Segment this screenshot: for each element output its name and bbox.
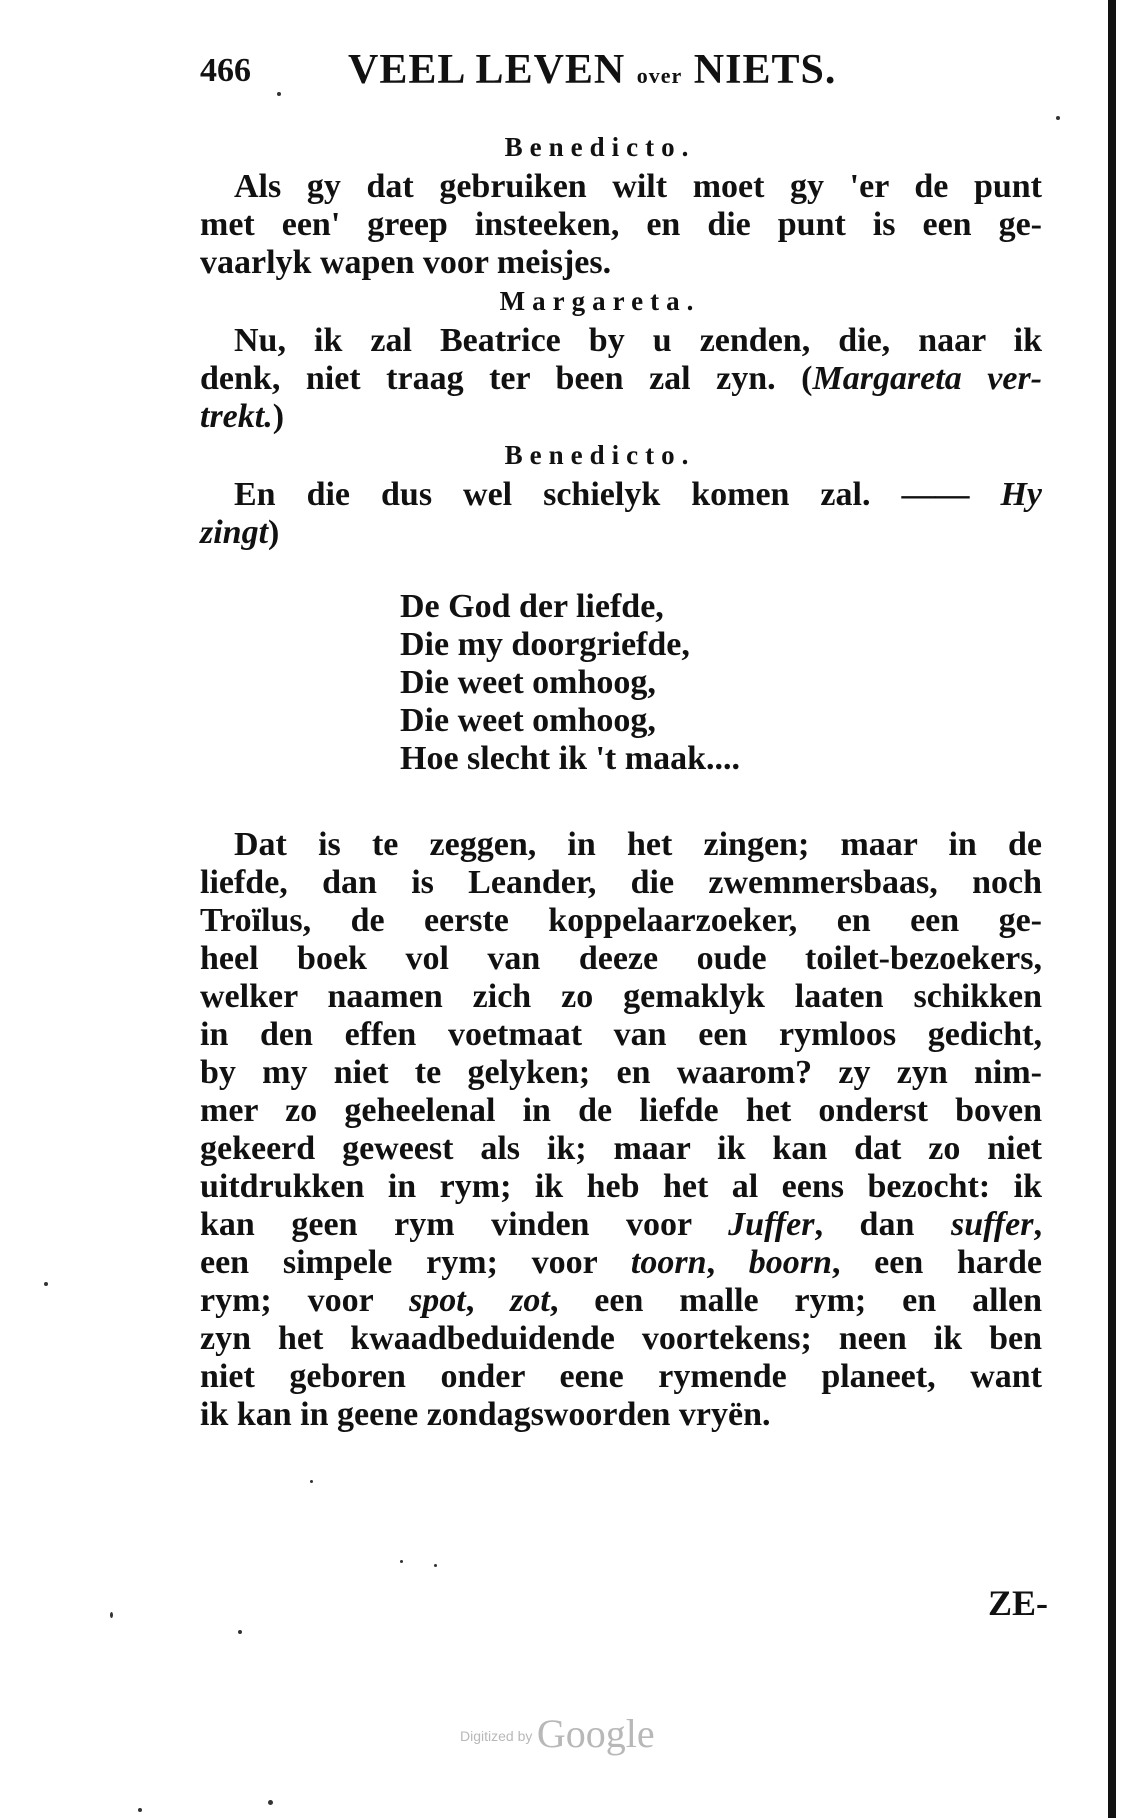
digitized-label: Digitized by <box>460 1728 533 1744</box>
scan-speck <box>238 1630 242 1634</box>
google-logo: Google <box>536 1711 655 1756</box>
scan-speck <box>268 1800 273 1805</box>
text-line: zyn het kwaadbeduidende voortekens; neen ik ben <box>200 1320 1042 1357</box>
verse-line: Die weet omhoog, <box>400 664 656 701</box>
text-line: denk, niet traag ter been zal zyn. (Margareta ver- <box>200 360 1043 397</box>
song-verse <box>400 588 860 778</box>
rhyme-word: suffer <box>951 1206 1034 1243</box>
verse-line: Die my doorgriefde, <box>400 626 690 663</box>
verse-line: Hoe slecht ik 't maak.... <box>400 740 740 777</box>
text-line: liefde, dan is Leander, die zwemmersbaas, noch <box>200 864 1042 901</box>
scan-speck <box>44 1282 48 1286</box>
rhyme-word: toorn <box>630 1244 707 1281</box>
text-line: Dat is te zeggen, in het zingen; maar in de <box>234 826 1042 863</box>
text-line: Troïlus, de eerste koppelaarzoeker, en een ge- <box>200 902 1042 939</box>
scan-speck <box>1056 116 1060 120</box>
verse-line: Die weet omhoog, <box>400 702 656 739</box>
scan-speck <box>110 1612 113 1618</box>
catchword: ZE- <box>988 1583 1049 1623</box>
text-line: Nu, ik zal Beatrice by u zenden, die, naar ik <box>234 322 1042 359</box>
text-line: Als gy dat gebruiken wilt moet gy 'er de punt <box>234 168 1042 205</box>
text-line: in den effen voetmaat van een rymloos gedicht, <box>200 1016 1042 1053</box>
running-header <box>200 46 960 106</box>
rhyme-word: Juffer <box>728 1206 815 1243</box>
speaker-benedicto-2: Benedicto. <box>504 440 696 470</box>
speaker-benedicto-1: Benedicto. <box>504 132 696 162</box>
paragraph-3 <box>200 476 1042 552</box>
scan-speck <box>400 1560 403 1563</box>
text-line: rym; voor spot, zot, een malle rym; en allen <box>200 1282 1042 1319</box>
text-line: trekt.) <box>200 398 285 435</box>
text-line: uitdrukken in rym; ik heb het al eens bezocht: ik <box>200 1168 1042 1205</box>
scan-speck <box>310 1480 313 1483</box>
text-line: by my niet te gelyken; en waarom? zy zyn nim- <box>200 1054 1042 1091</box>
stage-direction: trekt. <box>200 398 273 435</box>
scan-speck <box>277 92 281 96</box>
text-line: vaarlyk wapen voor meisjes. <box>200 244 612 281</box>
text-line: niet geboren onder eene rymende planeet, want <box>200 1358 1042 1395</box>
digitized-watermark <box>460 1710 655 1757</box>
text-line: heel boek vol van deeze oude toilet-bezoekers, <box>200 940 1042 977</box>
stage-direction: Hy <box>1000 476 1042 513</box>
text-line: kan geen rym vinden voor Juffer, dan suffer, <box>200 1206 1042 1243</box>
text-line: ik kan in geene zondagswoorden vryën. <box>200 1396 771 1433</box>
running-title: VEEL LEVEN over NIETS. <box>348 47 837 93</box>
text-line: met een' greep insteeken, en die punt is een ge- <box>200 206 1042 243</box>
scan-speck <box>138 1808 142 1812</box>
page-number: 466 <box>200 52 251 89</box>
text-line: zingt) <box>200 514 280 551</box>
verse-line: De God der liefde, <box>400 588 664 625</box>
paragraph-1 <box>200 168 1042 282</box>
text-line: een simpele rym; voor toorn, boorn, een harde <box>200 1244 1043 1281</box>
stage-direction: Margareta ver- <box>812 360 1043 397</box>
scan-speck <box>434 1564 437 1567</box>
paragraph-2 <box>200 322 1042 436</box>
text-line: gekeerd geweest als ik; maar ik kan dat zo niet <box>200 1130 1042 1167</box>
text-line: En die dus wel schielyk komen zal. —— Hy <box>234 476 1042 513</box>
text-line: mer zo geheelenal in de liefde het onderst boven <box>200 1092 1042 1129</box>
text-line: welker naamen zich zo gemaklyk laaten schikken <box>200 978 1042 1015</box>
rhyme-word: boorn <box>748 1244 832 1281</box>
rhyme-word: zot <box>510 1282 550 1319</box>
stage-direction: zingt <box>200 514 269 551</box>
rhyme-word: spot <box>409 1282 466 1319</box>
paragraph-4 <box>200 826 1042 1434</box>
speaker-margareta: Margareta. <box>499 286 701 316</box>
page-edge-shadow <box>1108 0 1116 1818</box>
